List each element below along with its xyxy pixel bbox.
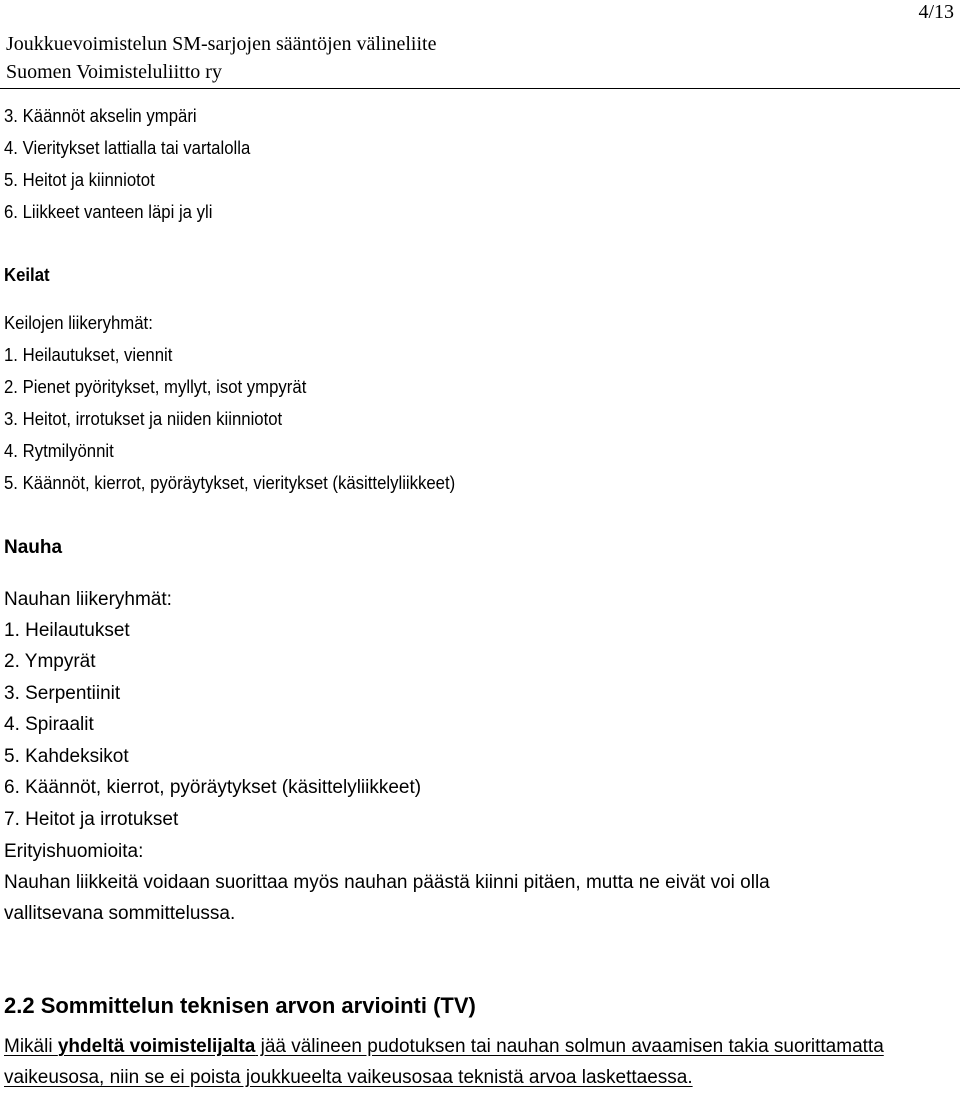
list-item: 2. Ympyrät bbox=[4, 651, 96, 672]
note-line: Nauhan liikkeitä voidaan suorittaa myös nauhan päästä kiinni pitäen, mutta ne eivät voi olla bbox=[4, 872, 770, 893]
note-line: vallitsevana sommittelussa. bbox=[4, 903, 236, 924]
ribbon-subheading: Nauhan liikeryhmät: bbox=[4, 589, 172, 610]
para-rest: jää välineen pudotuksen tai nauhan solmun avaamisen takia suorittamatta bbox=[255, 1036, 884, 1057]
list-item: 6. Liikkeet vanteen läpi ja yli bbox=[4, 202, 213, 222]
document-header bbox=[6, 30, 960, 86]
list-item: 6. Käännöt, kierrot, pyöräytykset (käsittelyliikkeet) bbox=[4, 777, 422, 798]
header-title: Joukkuevoimistelun SM-sarjojen sääntöjen välineliite bbox=[6, 33, 437, 55]
list-item: 3. Käännöt akselin ympäri bbox=[4, 106, 197, 126]
list-item: 1. Heilautukset bbox=[4, 620, 130, 641]
list-item: 5. Heitot ja kiinniotot bbox=[4, 170, 155, 190]
header-organization: Suomen Voimisteluliitto ry bbox=[6, 61, 222, 83]
list-item: 2. Pienet pyöritykset, myllyt, isot ympyrät bbox=[4, 377, 307, 397]
list-item: 7. Heitot ja irrotukset bbox=[4, 809, 179, 830]
para-emphasis: yhdeltä voimistelijalta bbox=[57, 1036, 256, 1057]
section-heading: 2.2 Sommittelun teknisen arvon arviointi (TV) bbox=[4, 993, 476, 1018]
list-item: 4. Vieritykset lattialla tai vartalolla bbox=[4, 138, 251, 158]
clubs-heading: Keilat bbox=[4, 265, 50, 285]
para-prefix: Mikäli bbox=[4, 1036, 58, 1057]
clubs-subheading: Keilojen liikeryhmät: bbox=[4, 313, 153, 333]
notes-label: Erityishuomioita: bbox=[4, 841, 144, 862]
list-item: 5. Käännöt, kierrot, pyöräytykset, vieritykset (käsittelyliikkeet) bbox=[4, 473, 456, 493]
ribbon-heading: Nauha bbox=[4, 537, 63, 558]
list-item: 4. Spiraalit bbox=[4, 714, 94, 735]
section-paragraph-line2: vaikeusosa, niin se ei poista joukkueelta vaikeusosaa teknistä arvoa laskettaessa. bbox=[4, 1067, 693, 1088]
page-number: 4/13 bbox=[918, 1, 954, 23]
list-item: 4. Rytmilyönnit bbox=[4, 441, 114, 461]
header-divider bbox=[0, 88, 960, 89]
list-item: 1. Heilautukset, viennit bbox=[4, 345, 173, 365]
list-item: 3. Heitot, irrotukset ja niiden kiinniotot bbox=[4, 409, 283, 429]
list-item: 5. Kahdeksikot bbox=[4, 746, 129, 767]
section-paragraph-line1 bbox=[4, 1036, 884, 1058]
list-item: 3. Serpentiinit bbox=[4, 683, 121, 704]
